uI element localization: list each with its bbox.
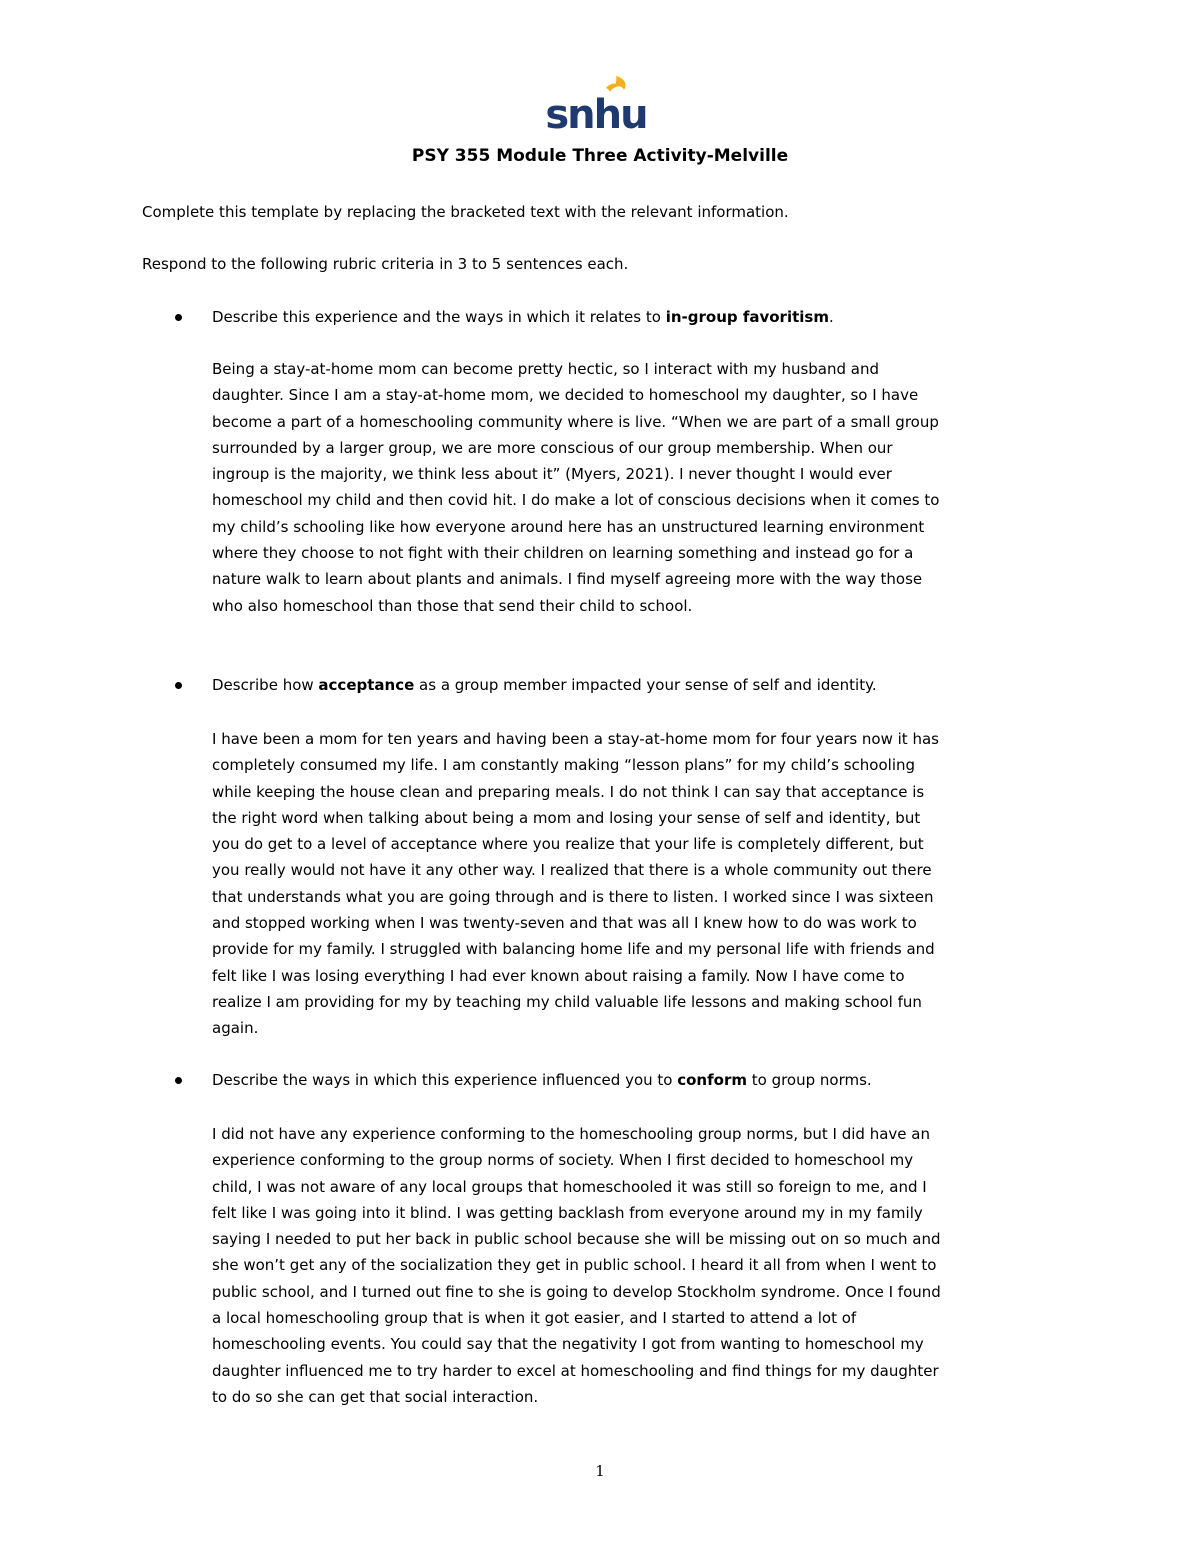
svg-text:snhu: snhu [545,92,647,138]
bullet-icon [175,314,182,321]
answer-1: Being a stay-at-home mom can become pretty hectic, so I interact with my husband and daughter. Since I am a stay-at-home mom, we decided to homeschool my daughter, so I have become a part of a homeschooling community where is live. “When we are part of a small group surrounded by a larger group, we are more conscious of our group membership. When our ingroup is the majority, we think less about it” (Myers, 2021). I never thought I would ever homeschool my child and then covid hit. I do make a lot of conscious decisions when it comes to my child’s schooling like how everyone around here has an unstructured learning environment where they choose to not fight with their children on learning something and instead go for a nature walk to learn about plants and animals. I find myself agreeing more with the way those who also homeschool than those that send their child to school. [212,360,940,615]
answer-2: I have been a mom for ten years and having been a stay-at-home mom for four years now it has completely consumed my life. I am constantly making “lesson plans” for my child’s schooling while keeping the house clean and preparing meals. I do not think I can say that acceptance is the right word when talking about being a mom and losing your sense of self and identity, but you do get to a level of acceptance where you realize that your life is completely different, but you really would not have it any other way. I realized that there is a whole community out there that understands what you are going through and is there to listen. I worked since I was sixteen and stopped working when I was twenty-seven and that was all I knew how to do was work to provide for my family. I struggled with balancing home life and my personal life with friends and felt like I was losing everything I had ever known about raising a family. Now I have come to realize I am providing for my by teaching my child valuable life lessons and making school fun again. [212,730,939,1038]
instruction-text: Complete this template by replacing the bracketed text with the relevant information. [142,203,789,221]
respond-text: Respond to the following rubric criteria in 3 to 5 sentences each. [142,255,629,273]
prompt-text: Describe this experience and the ways in which it relates to in-group favoritism. [212,308,834,326]
answer-3: I did not have any experience conforming to the homeschooling group norms, but I did have an experience conforming to the group norms of society. When I first decided to homeschool my child, I was not aware of any local groups that homeschooled it was still so foreign to me, and I felt like I was going into it blind. I was getting backlash from everyone around my in my family saying I needed to put her back in public school because she will be missing out on so much and she won’t get any of the socialization they get in public school. I heard it all from when I went to public school, and I turned out fine to she is going to develop Stockholm syndrome. Once I found a local homeschooling group that is when it got easier, and I started to attend a lot of homeschooling events. You could say that the negativity I got from wanting to homeschool my daughter influenced me to try harder to excel at homeschooling and find things for my daughter to do so she can get that social interaction. [212,1125,941,1406]
bullet-icon [175,682,182,689]
page-number: 1 [595,1462,605,1480]
snhu-logo [545,74,647,138]
prompt-text: Describe how acceptance as a group member impacted your sense of self and identity. [212,676,877,694]
prompt-text: Describe the ways in which this experience influenced you to conform to group norms. [212,1071,872,1089]
document-title: PSY 355 Module Three Activity-Melville [411,146,789,166]
bullet-icon [175,1077,182,1084]
